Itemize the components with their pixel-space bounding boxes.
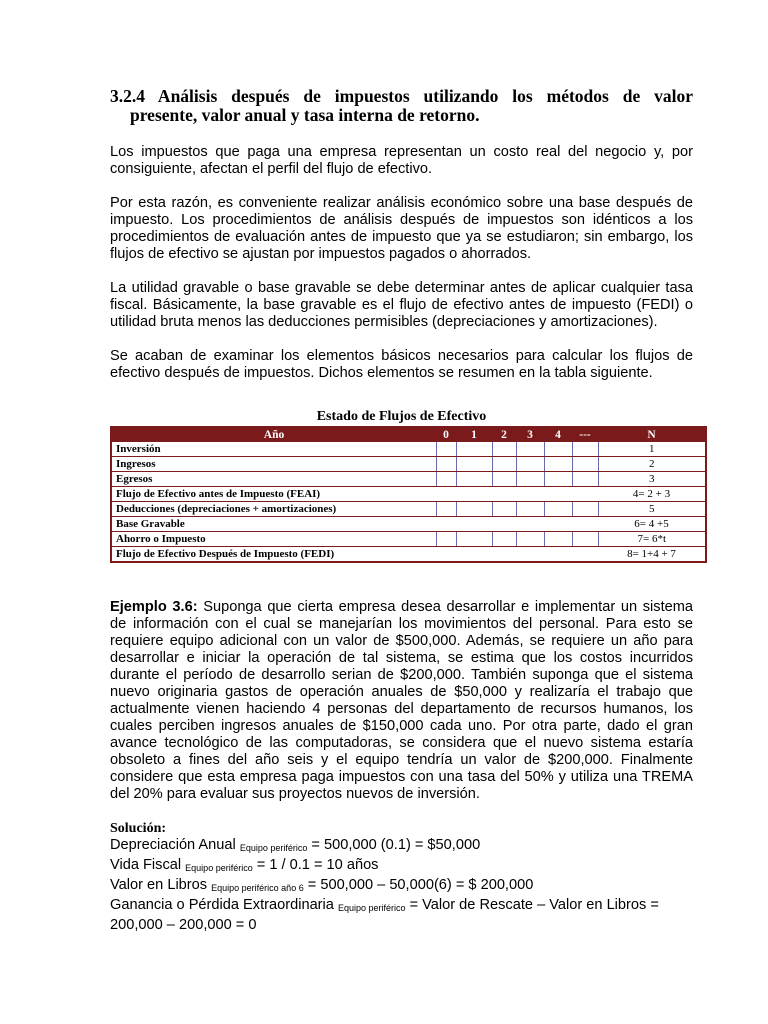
table-cell bbox=[572, 487, 598, 502]
solution-line-post: = 1 / 0.1 = 10 años bbox=[252, 857, 379, 873]
table-cell bbox=[436, 502, 456, 517]
solution-line-post: = 500,000 – 50,000(6) = $ 200,000 bbox=[303, 877, 534, 893]
table-cell bbox=[516, 457, 544, 472]
example-paragraph bbox=[110, 599, 693, 803]
solution-label: Solución: bbox=[110, 821, 167, 836]
table-cell bbox=[436, 517, 456, 532]
table-cell bbox=[572, 547, 598, 563]
document-page bbox=[110, 86, 694, 933]
solution-line-sub: Equipo periférico año 6 bbox=[211, 883, 304, 893]
table-cell bbox=[572, 472, 598, 487]
header-col-0: 0 bbox=[436, 427, 456, 442]
row-n-value: 1 bbox=[598, 442, 706, 457]
table-cell bbox=[572, 457, 598, 472]
row-n-value: 4= 2 + 3 bbox=[598, 487, 706, 502]
paragraph-3: La utilidad gravable o base gravable se debe determinar antes de aplicar cualquier tasa fiscal. Básicamente, la base gravable es el flujo de efectivo antes de impuesto (FEDI) o utilidad bruta menos las deducciones permisibles (depreciaciones y amortizaciones). bbox=[110, 280, 693, 330]
table-cell bbox=[516, 472, 544, 487]
header-col-4: 4 bbox=[544, 427, 572, 442]
table-cell bbox=[544, 472, 572, 487]
solution-line-pre: Depreciación Anual bbox=[110, 837, 240, 853]
table-cell bbox=[492, 472, 516, 487]
header-col-n: N bbox=[598, 427, 706, 442]
table-cell bbox=[544, 457, 572, 472]
section-heading-line1: 3.2.4 Análisis después de impuestos utilizando los métodos de valor bbox=[110, 86, 693, 106]
table-cell bbox=[516, 532, 544, 547]
table-cell bbox=[456, 547, 492, 563]
row-n-value: 2 bbox=[598, 457, 706, 472]
table-cell bbox=[544, 532, 572, 547]
table-cell bbox=[492, 517, 516, 532]
table-cell bbox=[456, 472, 492, 487]
table-row bbox=[111, 517, 706, 532]
solution-line bbox=[110, 857, 693, 877]
table-cell bbox=[456, 457, 492, 472]
header-col-2: 2 bbox=[492, 427, 516, 442]
solution-line-sub: Equipo periférico bbox=[239, 843, 308, 853]
solution-lines bbox=[110, 837, 693, 934]
table-cell bbox=[436, 442, 456, 457]
row-label: Flujo de Efectivo Después de Impuesto (FEDI) bbox=[111, 547, 436, 563]
solution-line-sub: Equipo periférico bbox=[337, 903, 406, 913]
header-year: Año bbox=[111, 427, 436, 442]
paragraph-4: Se acaban de examinar los elementos básicos necesarios para calcular los flujos de efectivo después de impuestos. Dichos elementos se resumen en la tabla siguiente. bbox=[110, 348, 693, 381]
table-cell bbox=[572, 442, 598, 457]
row-label: Base Gravable bbox=[111, 517, 436, 532]
table-cell bbox=[544, 487, 572, 502]
table-cell bbox=[456, 517, 492, 532]
table-cell bbox=[436, 532, 456, 547]
table-cell bbox=[516, 517, 544, 532]
row-n-value: 7= 6*t bbox=[598, 532, 706, 547]
table-row bbox=[111, 502, 706, 517]
table-cell bbox=[572, 517, 598, 532]
table-cell bbox=[436, 487, 456, 502]
row-label: Ahorro o Impuesto bbox=[111, 532, 436, 547]
solution-line-pre: Vida Fiscal bbox=[110, 857, 186, 873]
row-label: Inversión bbox=[111, 442, 436, 457]
solution-line bbox=[110, 877, 693, 897]
table-header-row bbox=[111, 427, 706, 442]
table-cell bbox=[456, 502, 492, 517]
table-row bbox=[111, 532, 706, 547]
table-cell bbox=[492, 532, 516, 547]
solution-line-pre: Ganancia o Pérdida Extraordinaria bbox=[110, 897, 338, 913]
solution-line-post: = Valor de Rescate – Valor en Libros = 200,000 – 200,000 = 0 bbox=[110, 897, 659, 933]
table-row bbox=[111, 472, 706, 487]
table-cell bbox=[492, 457, 516, 472]
table-cell bbox=[516, 487, 544, 502]
table-cell bbox=[572, 532, 598, 547]
header-col-ellipsis: --- bbox=[572, 427, 598, 442]
table-cell bbox=[492, 487, 516, 502]
paragraph-2: Por esta razón, es conveniente realizar análisis económico sobre una base después de impuesto. Los procedimientos de análisis después de impuestos son idénticos a los procedimientos de evaluación antes de impuesto que ya se estudiaron; sin embargo, los flujos de efectivo se ajustan por impuestos pagados o ahorrados. bbox=[110, 195, 693, 262]
table-cell bbox=[436, 472, 456, 487]
row-label: Deducciones (depreciaciones + amortizaciones) bbox=[111, 502, 436, 517]
solution-line-post: = 500,000 (0.1) = $50,000 bbox=[307, 837, 481, 853]
table-cell bbox=[456, 442, 492, 457]
row-n-value: 6= 4 +5 bbox=[598, 517, 706, 532]
table-cell bbox=[516, 547, 544, 563]
table-cell bbox=[436, 457, 456, 472]
row-label: Flujo de Efectivo antes de Impuesto (FEAI) bbox=[111, 487, 436, 502]
solution-line bbox=[110, 897, 693, 934]
table-cell bbox=[492, 502, 516, 517]
table-cell bbox=[456, 532, 492, 547]
table-cell bbox=[516, 442, 544, 457]
solution-line-sub: Equipo periférico bbox=[185, 863, 253, 873]
table-cell bbox=[516, 502, 544, 517]
row-label: Ingresos bbox=[111, 457, 436, 472]
section-heading-line2: presente, valor anual y tasa interna de retorno. bbox=[130, 105, 480, 125]
table-cell bbox=[456, 487, 492, 502]
header-col-1: 1 bbox=[456, 427, 492, 442]
table-cell bbox=[572, 502, 598, 517]
header-col-3: 3 bbox=[516, 427, 544, 442]
example-text: Suponga que cierta empresa desea desarrollar e implementar un sistema de información con el cual se manejarían los movimientos del personal. Para esto se requiere equipo adicional con un valor de $500,000. Además, se requiere un año para desarrollar e iniciar la operación de tal sistema, se estima que los costos incurridos durante el período de desarrollo serian de $200,000. También suponga que el sistema nuevo originaria gastos de operación anuales de $50,000 y realizaría el trabajo que actualmente vienen haciendo 4 personas del departamento de recursos humanos, los cuales perciben ingresos anuales de $150,000 cada uno. Por otra parte, dado el gran avance tecnológico de las computadoras, se considera que el nuevo sistema estaría obsoleto a fines del año seis y el equipo tendría un valor de $200,000. Finalmente considere que esta empresa paga impuestos con una tasa del 50% y utiliza una TREMA del 20% para evaluar sus proyectos nuevos de inversión. bbox=[110, 599, 694, 802]
row-n-value: 8= 1+4 + 7 bbox=[598, 547, 706, 563]
table-row bbox=[111, 487, 706, 502]
solution-line bbox=[110, 837, 693, 857]
row-label: Egresos bbox=[111, 472, 436, 487]
table-cell bbox=[436, 547, 456, 563]
table-cell bbox=[544, 547, 572, 563]
solution-line-pre: Valor en Libros bbox=[110, 877, 212, 893]
row-n-value: 5 bbox=[598, 502, 706, 517]
table-row bbox=[111, 457, 706, 472]
table-cell bbox=[544, 517, 572, 532]
table-row bbox=[111, 442, 706, 457]
row-n-value: 3 bbox=[598, 472, 706, 487]
example-label: Ejemplo 3.6: bbox=[110, 599, 198, 615]
table-cell bbox=[492, 442, 516, 457]
table-row bbox=[111, 547, 706, 563]
table-cell bbox=[544, 502, 572, 517]
table-cell bbox=[544, 442, 572, 457]
paragraph-1: Los impuestos que paga una empresa representan un costo real del negocio y, por consiguiente, afectan el perfil del flujo de efectivo. bbox=[110, 144, 693, 177]
table-caption: Estado de Flujos de Efectivo bbox=[316, 409, 487, 424]
cash-flow-table bbox=[110, 426, 707, 563]
table-cell bbox=[492, 547, 516, 563]
